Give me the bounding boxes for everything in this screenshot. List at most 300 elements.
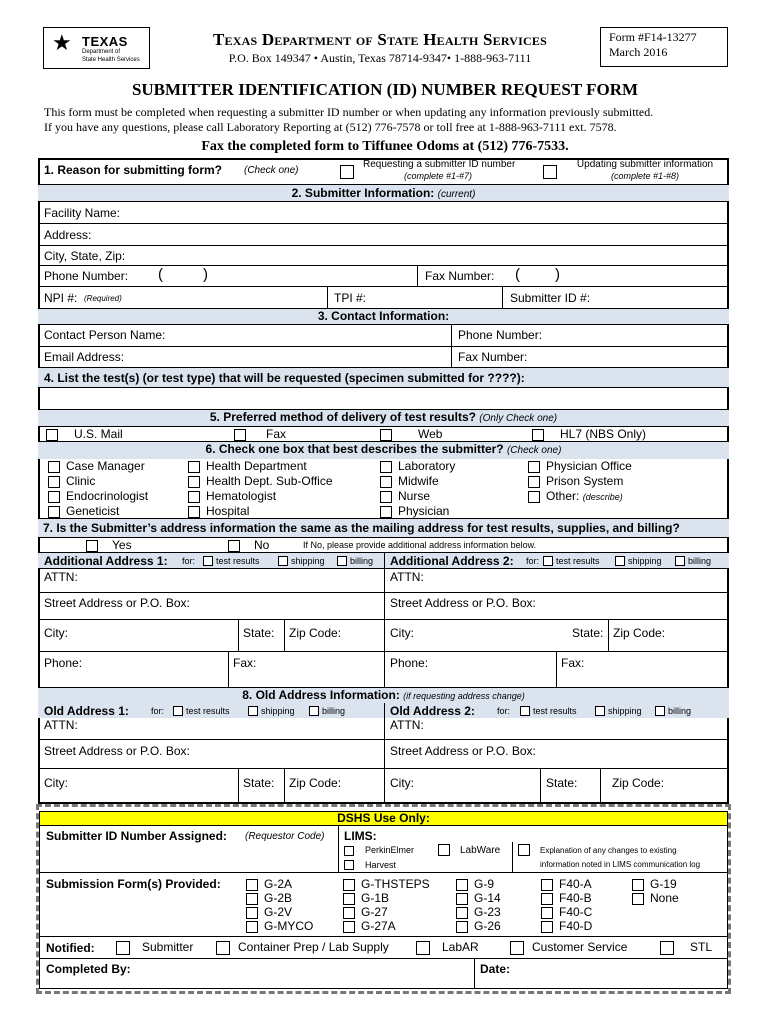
opt-other[interactable] [528, 489, 632, 504]
delivery-row [38, 427, 729, 442]
delivery-fax[interactable] [234, 427, 286, 441]
addl-1-street: Street Address or P.O. Box: [44, 596, 190, 610]
addl-1-billing-checkbox[interactable] [337, 556, 347, 566]
forms-col-2 [343, 877, 430, 933]
section-8-header [38, 688, 729, 703]
checkbox[interactable] [541, 921, 553, 933]
checkbox[interactable] [632, 893, 644, 905]
checkbox[interactable] [416, 941, 430, 955]
addl-1-for: for: [182, 556, 196, 566]
other-describe-note: (describe) [582, 492, 623, 502]
completed-by-label: Completed By: [46, 962, 131, 976]
option-label: Submitter [142, 940, 194, 954]
form-g-thsteps[interactable] [343, 877, 430, 891]
option-label: Hospital [206, 504, 250, 518]
form-g-26[interactable] [456, 919, 501, 933]
facility-name-row[interactable] [38, 202, 729, 224]
checkbox[interactable] [86, 540, 98, 552]
addl-1-test-results-checkbox[interactable] [203, 556, 213, 566]
option-label: Health Department [206, 459, 307, 473]
facility-name-label: Facility Name: [44, 206, 121, 220]
checkbox[interactable] [380, 506, 392, 518]
form-g-2v[interactable] [246, 905, 313, 919]
addl-1-city: City: [44, 626, 68, 640]
s5-title: 5. Preferred method of delivery of test results? [209, 410, 476, 424]
s1-request-label: Requesting a submitter ID number [363, 159, 516, 170]
additional-address-header [38, 553, 729, 569]
fax-instruction: Fax the completed form to Tiffunee Odoms at (512) 776-7533. [201, 139, 569, 154]
checkbox[interactable] [343, 921, 355, 933]
opt-physician-office[interactable] [528, 459, 632, 474]
opt-endocrinologist[interactable] [48, 489, 148, 504]
tpi-label: TPI #: [334, 291, 367, 305]
s8-note: (if requesting address change) [403, 691, 525, 701]
opt-prison-system[interactable] [528, 474, 632, 489]
forms-col-3 [456, 877, 501, 933]
npi-label: NPI #: [44, 291, 78, 305]
addl-2-for: for: [526, 556, 540, 566]
s1-note: (Check one) [244, 165, 299, 176]
option-label: G-1B [361, 891, 390, 905]
same-address-row [38, 538, 729, 553]
form-none[interactable] [632, 891, 679, 905]
s2-note: (current) [437, 189, 476, 200]
addl-1-fax: Fax: [233, 656, 257, 670]
section-7-header [38, 519, 729, 538]
opt-health-dept-sub-office[interactable] [188, 474, 333, 489]
old-2-title: Old Address 2: [390, 704, 475, 718]
intro-line-1: This form must be completed when requesting a submitter ID number or when updating any information previously submitted. [44, 105, 654, 119]
opt-health-department[interactable] [188, 459, 333, 474]
old-1-billing-checkbox[interactable] [309, 706, 319, 716]
option-label: Geneticist [66, 504, 120, 518]
option-label: Health Dept. Sub-Office [206, 474, 333, 488]
section-2-header [38, 185, 729, 202]
forms-provided-label: Submission Form(s) Provided: [46, 877, 221, 891]
s6-col-1 [48, 459, 148, 519]
addl-street-row[interactable] [38, 593, 729, 620]
fax-delivery-label: Fax [266, 427, 287, 441]
old-2-billing-checkbox[interactable] [655, 706, 665, 716]
old-attn-row[interactable] [38, 718, 729, 740]
option-label: G-23 [474, 905, 501, 919]
section-5-header [38, 410, 729, 427]
old-1-shipping-checkbox[interactable] [248, 706, 258, 716]
checkbox[interactable] [541, 907, 553, 919]
old-1-test-results-checkbox[interactable] [173, 706, 183, 716]
phone-fax-row[interactable] [38, 266, 729, 287]
lims-explain-checkbox[interactable] [518, 844, 530, 856]
same-address-yes[interactable] [86, 538, 132, 552]
option-label: Container Prep / Lab Supply [238, 940, 389, 954]
notified-container-prep[interactable] [216, 940, 389, 955]
checkbox[interactable] [343, 907, 355, 919]
checkbox[interactable] [188, 476, 200, 488]
s2-title: 2. Submitter Information: [291, 186, 435, 200]
old-2-billing-label: billing [668, 706, 692, 716]
fax-paren-close: ) [555, 266, 560, 283]
old-street-row[interactable] [38, 740, 729, 769]
addl-2-city: City: [390, 626, 414, 640]
dshs-title: DSHS Use Only: [337, 811, 430, 825]
opt-hematologist[interactable] [188, 489, 333, 504]
option-label: G-2V [264, 905, 293, 919]
option-label: Laboratory [398, 459, 456, 473]
option-label: F40-A [559, 877, 592, 891]
checkbox[interactable] [48, 491, 60, 503]
option-label: None [650, 891, 679, 905]
option-label: G-14 [474, 891, 501, 905]
agency-address: P.O. Box 149347 • Austin, Texas 78714-9347• 1-888-963-7111 [228, 51, 532, 65]
old-2-zip: Zip Code: [612, 776, 665, 790]
logo-sub1: Department of [82, 49, 121, 55]
checkbox[interactable] [456, 907, 468, 919]
section-3-header [38, 309, 729, 325]
contact-phone-label: Phone Number: [458, 328, 543, 342]
option-label: LabAR [442, 940, 479, 954]
checkbox[interactable] [246, 893, 258, 905]
s1-request-checkbox[interactable] [340, 165, 354, 179]
old-1-state: State: [243, 776, 275, 790]
option-label: G-27A [361, 919, 396, 933]
checkbox[interactable] [48, 461, 60, 473]
form-f40-c[interactable] [541, 905, 592, 919]
delivery-us-mail[interactable] [46, 427, 123, 441]
lims-explain-1: Explanation of any changes to existing [540, 846, 677, 855]
option-label: G-THSTEPS [361, 877, 430, 891]
old-1-attn: ATTN: [44, 718, 78, 732]
web-label: Web [418, 427, 443, 441]
form-f40-d[interactable] [541, 919, 592, 933]
option-label: Physician [398, 504, 450, 518]
form-g-27[interactable] [343, 905, 430, 919]
checkbox[interactable] [380, 476, 392, 488]
perkinelmer-label: PerkinElmer [365, 845, 415, 855]
page-title: SUBMITTER IDENTIFICATION (ID) NUMBER REQUEST FORM [131, 80, 639, 99]
s6-note: (Check one) [506, 445, 562, 456]
s8-title: 8. Old Address Information: [242, 688, 400, 702]
section-4-header [38, 368, 729, 388]
old-2-state: State: [546, 776, 578, 790]
fax-label: Fax Number: [425, 269, 495, 283]
addl-1-shipping-label: shipping [291, 556, 325, 566]
city-state-zip-row[interactable] [38, 246, 729, 266]
contact-row[interactable] [38, 325, 729, 347]
labware-label: LabWare [460, 845, 501, 856]
fax-paren-open: ( [515, 266, 520, 283]
old-1-zip: Zip Code: [289, 776, 342, 790]
contact-fax-label: Fax Number: [458, 350, 528, 364]
checkbox[interactable] [188, 491, 200, 503]
agency-name: Texas Department of State Health Services [213, 30, 547, 49]
dshs-forms-row [39, 873, 728, 937]
lims-explain-2: information noted in LIMS communication log [540, 860, 701, 869]
logo-sub2: State Health Services [82, 57, 140, 63]
old-1-for: for: [151, 706, 165, 716]
s1-update-label: Updating submitter information [576, 159, 714, 170]
intro-text [44, 105, 653, 135]
logo-texas-text: TEXAS [82, 34, 128, 49]
option-label: Endocrinologist [66, 489, 149, 503]
old-1-shipping-label: shipping [261, 706, 295, 716]
forms-col-1 [246, 877, 313, 933]
opt-nurse[interactable] [380, 489, 455, 504]
old-2-street: Street Address or P.O. Box: [390, 744, 536, 758]
addl-2-billing-label: billing [688, 556, 712, 566]
form-g-9[interactable] [456, 877, 501, 891]
option-label: Clinic [66, 474, 96, 488]
date-label: Date: [480, 962, 511, 976]
option-label: Physician Office [546, 459, 632, 473]
addl-1-billing-label: billing [350, 556, 374, 566]
dshs-notified-row [39, 937, 728, 959]
option-label: Prison System [546, 474, 624, 488]
us-mail-label: U.S. Mail [74, 427, 123, 441]
submitter-type-grid [38, 459, 729, 519]
addl-2-zip: Zip Code: [613, 626, 666, 640]
checkbox[interactable] [541, 893, 553, 905]
checkbox[interactable] [660, 941, 674, 955]
dshs-assigned-row [39, 826, 728, 873]
opt-laboratory[interactable] [380, 459, 455, 474]
old-2-for: for: [497, 706, 511, 716]
old-2-shipping-label: shipping [608, 706, 642, 716]
checkbox[interactable] [246, 921, 258, 933]
phone-paren-close: ) [203, 266, 208, 283]
opt-midwife[interactable] [380, 474, 455, 489]
option-label: Customer Service [532, 940, 628, 954]
s6-col-4 [528, 459, 632, 504]
notified-labar[interactable] [416, 940, 479, 955]
address-row[interactable] [38, 224, 729, 246]
submitter-id-label: Submitter ID #: [510, 291, 591, 305]
form-f40-a[interactable] [541, 877, 592, 891]
checkbox[interactable] [246, 879, 258, 891]
form-date: March 2016 [609, 45, 668, 59]
s3-title: 3. Contact Information: [317, 309, 450, 323]
old-1-billing-label: billing [322, 706, 346, 716]
checkbox[interactable] [528, 476, 540, 488]
option-label: Other: [546, 489, 580, 503]
s4-title: 4. List the test(s) (or test type) that will be requested (specimen submitted for ????): [44, 371, 525, 385]
intro-line-2: If you have any questions, please call Laboratory Reporting at (512) 776-7578 or toll free at 1-888-963-7111 ext. 7578. [44, 120, 617, 134]
checkbox[interactable] [510, 941, 524, 955]
npi-row[interactable] [38, 287, 729, 309]
addl-1-attn: ATTN: [44, 570, 78, 584]
address-label: Address: [44, 228, 92, 242]
addl-city-row[interactable] [38, 620, 729, 652]
checkbox[interactable] [456, 879, 468, 891]
lims-label: LIMS: [344, 829, 377, 843]
checkbox[interactable] [632, 879, 644, 891]
option-label: G-2A [264, 877, 293, 891]
web-checkbox[interactable] [380, 429, 392, 441]
dshs-assigned-label: Submitter ID Number Assigned: [46, 829, 227, 843]
form-g-23[interactable] [456, 905, 501, 919]
phone-paren-open: ( [158, 266, 163, 283]
addl-2-billing-checkbox[interactable] [675, 556, 685, 566]
form-g-14[interactable] [456, 891, 501, 905]
option-label: F40-D [559, 919, 593, 933]
notified-stl[interactable] [660, 940, 712, 955]
section-6-header [38, 442, 729, 459]
s5-note: (Only Check one) [479, 413, 558, 424]
addl-1-zip: Zip Code: [289, 626, 342, 640]
email-row[interactable] [38, 347, 729, 368]
s1-update-checkbox[interactable] [543, 165, 557, 179]
option-label: G-9 [474, 877, 495, 891]
form-f40-b[interactable] [541, 891, 592, 905]
addl-2-title: Additional Address 2: [390, 554, 514, 568]
addl-2-attn: ATTN: [390, 570, 424, 584]
checkbox[interactable] [188, 506, 200, 518]
old-2-city: City: [390, 776, 414, 790]
addl-2-test-results-checkbox[interactable] [543, 556, 553, 566]
us-mail-checkbox[interactable] [46, 429, 58, 441]
addl-2-street: Street Address or P.O. Box: [390, 596, 536, 610]
checkbox[interactable] [343, 879, 355, 891]
addl-2-test-results-label: test results [556, 556, 600, 566]
dshs-completed-row [39, 959, 728, 989]
forms-col-4 [541, 877, 592, 933]
option-label: G-27 [361, 905, 388, 919]
form-number: Form #F14-13277 [609, 30, 697, 44]
phone-label: Phone Number: [44, 269, 129, 283]
checkbox[interactable] [48, 506, 60, 518]
addl-phone-row[interactable] [38, 652, 729, 688]
old-2-test-results-label: test results [533, 706, 577, 716]
checkbox[interactable] [541, 879, 553, 891]
old-1-test-results-label: test results [186, 706, 230, 716]
option-label: Hematologist [206, 489, 277, 503]
addl-2-state: State: [572, 626, 604, 640]
texas-star-icon: ★ [52, 30, 72, 55]
form-g-19[interactable] [632, 877, 679, 891]
hl7-checkbox[interactable] [532, 429, 544, 441]
hl7-label: HL7 (NBS Only) [560, 427, 647, 441]
npi-note: (Required) [84, 294, 122, 303]
s1-request-sub: (complete #1-#7) [403, 171, 473, 181]
s6-title: 6. Check one box that best describes the submitter? [205, 442, 504, 456]
form-g-2b[interactable] [246, 891, 313, 905]
checkbox[interactable] [380, 491, 392, 503]
opt-case-manager[interactable] [48, 459, 148, 474]
harvest-label: Harvest [365, 860, 397, 870]
labware-checkbox[interactable] [438, 844, 450, 856]
option-label: G-26 [474, 919, 501, 933]
option-label: F40-B [559, 891, 592, 905]
city-state-zip-label: City, State, Zip: [44, 249, 126, 263]
same-address-no[interactable] [228, 538, 269, 552]
old-2-shipping-checkbox[interactable] [595, 706, 605, 716]
tests-input-row[interactable] [38, 388, 729, 410]
option-label: No [254, 538, 270, 552]
old-2-attn: ATTN: [390, 718, 424, 732]
option-label: Yes [112, 538, 132, 552]
addl-1-state: State: [243, 626, 275, 640]
form-g-2a[interactable] [246, 877, 313, 891]
option-label: F40-C [559, 905, 593, 919]
option-label: G-MYCO [264, 919, 314, 933]
checkbox[interactable] [216, 941, 230, 955]
addl-2-phone: Phone: [390, 656, 429, 670]
form-g-27a[interactable] [343, 919, 430, 933]
option-label: G-19 [650, 877, 677, 891]
old-1-street: Street Address or P.O. Box: [44, 744, 190, 758]
checkbox[interactable] [528, 491, 540, 503]
old-1-city: City: [44, 776, 68, 790]
fax-checkbox[interactable] [234, 429, 246, 441]
form-g-myco[interactable] [246, 919, 313, 933]
opt-physician[interactable] [380, 504, 455, 519]
section-1-row [38, 158, 729, 185]
checkbox[interactable] [228, 540, 240, 552]
delivery-web[interactable] [380, 427, 442, 441]
harvest-checkbox[interactable] [344, 860, 354, 870]
s1-label: 1. Reason for submitting form? [44, 163, 223, 177]
checkbox[interactable] [116, 941, 130, 955]
addl-2-shipping-checkbox[interactable] [615, 556, 625, 566]
checkbox[interactable] [48, 476, 60, 488]
s6-col-3 [380, 459, 455, 519]
addl-2-shipping-label: shipping [628, 556, 662, 566]
checkbox[interactable] [380, 461, 392, 473]
option-label: Midwife [398, 474, 439, 488]
checkbox[interactable] [528, 461, 540, 473]
addl-attn-row[interactable] [38, 569, 729, 593]
addl-1-test-results-label: test results [216, 556, 260, 566]
checkbox[interactable] [456, 921, 468, 933]
old-1-title: Old Address 1: [44, 704, 129, 718]
addl-1-shipping-checkbox[interactable] [278, 556, 288, 566]
dshs-assigned-note: (Requestor Code) [245, 831, 325, 842]
old-city-row[interactable] [38, 769, 729, 804]
old-2-test-results-checkbox[interactable] [520, 706, 530, 716]
old-address-header [38, 703, 729, 718]
form-g-1b[interactable] [343, 891, 430, 905]
forms-col-5 [632, 877, 679, 905]
notified-submitter[interactable] [116, 940, 193, 955]
email-label: Email Address: [44, 350, 125, 364]
opt-clinic[interactable] [48, 474, 148, 489]
s7-title: 7. Is the Submitter’s address information the same as the mailing address for test results, supplies, and billing? [43, 521, 680, 535]
perkinelmer-checkbox[interactable] [344, 846, 354, 856]
checkbox[interactable] [343, 893, 355, 905]
checkbox[interactable] [456, 893, 468, 905]
option-label: Nurse [398, 489, 431, 503]
notified-customer-service[interactable] [510, 940, 627, 955]
form-number-box [600, 27, 728, 67]
option-label: Case Manager [66, 459, 145, 473]
delivery-hl7[interactable] [532, 427, 646, 441]
addl-1-title: Additional Address 1: [44, 554, 168, 568]
opt-geneticist[interactable] [48, 504, 148, 519]
dshs-header [39, 811, 728, 826]
addl-1-phone: Phone: [44, 656, 83, 670]
s6-col-2 [188, 459, 333, 519]
option-label: STL [690, 940, 713, 954]
s1-update-sub: (complete #1-#8) [610, 171, 680, 181]
checkbox[interactable] [246, 907, 258, 919]
contact-name-label: Contact Person Name: [44, 328, 166, 342]
addl-2-fax: Fax: [561, 656, 585, 670]
option-label: G-2B [264, 891, 293, 905]
checkbox[interactable] [188, 461, 200, 473]
notified-label: Notified: [46, 941, 95, 955]
opt-hospital[interactable] [188, 504, 333, 519]
dshs-logo [43, 27, 150, 69]
same-address-note: If No, please provide additional address information below. [303, 540, 537, 550]
